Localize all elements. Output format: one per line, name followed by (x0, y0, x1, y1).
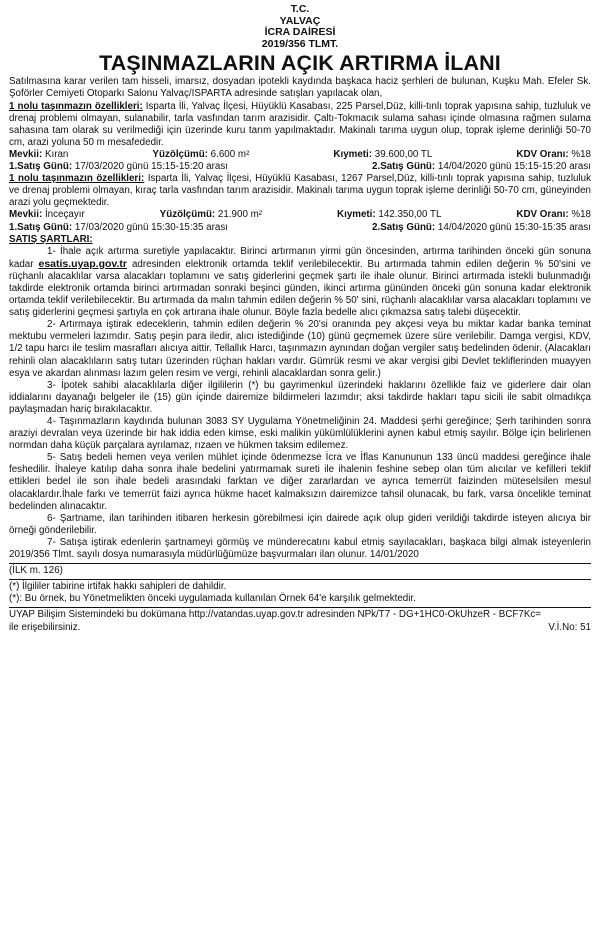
condition-1-text-b: adresinden elektronik ortamda teklif verilebilecektir. Bu artırmada tahmin edilen değerin % 50'sini ve rüçhanlı alacaklılar varsa alacakları toplamını ve satış giderlerini geçmek şartı ile ihale olunur. Birinci artırmada istekli bulunmadığı takdirde elektronik ortamda birinci artırmadan sonraki beşinci günden, ikinci artırma gününden önceki gün sonuna kadar elektronik ortamda teklif verilebilecektir. Bu artırmada da malın tahmin edilen değerin % 50' sini, rüçhanlı alacaklılar varsa alacakları toplamını ve satış giderlerini geçmesi şartıyla en çok artırana ihale olunur. Böyle fazla bedelle alıcı çıkmazsa satış talebi düşecektir. (9, 258, 591, 319)
yuzolcumu-label: Yüzölçümü: (159, 209, 216, 221)
property1-mevkii: Kıran (44, 148, 69, 160)
condition-2: 2- Artırmaya iştirak edeceklerin, tahmin edilen değerin % 20'si oranında pey akçesi veya bu miktar kadar banka teminat mektubu vermeleri lazımdır. Satış peşin para iledir, alıcı istediğinde (10) günü geçmemek üzere süre verilebilir. Damga vergisi, KDV, 1/2 tapu harcı ile teslim masrafları alıcıya aittir. Tellallık Harcı, taşınmazın aynından doğan vergiler satış bedelinden ödenir. (Alacakları rehinli olan alacaklıların satış tutarı üzerinden rüçhan hakları vardır. Gümrük resmi ve akar vergisi gibi Devlet tekliflerinden muayyen esya ve akardan alınması lazım gelen resim ve vergi, rehinli alacaklardan sonra gelir.) (9, 319, 591, 379)
property2-text: Isparta İli, Yalvaç İlçesi, Hüyüklü Kasabası, 1267 Parsel,Düz, killi-tınlı toprak yapısına sahip, tuzluluk ve drenaj problemi olmayan, kıraç tarla vasfından tarım arazisidir. Makinalı tarıma uygun toprak işleme derinliği 50-70 cm, güneyinden arazi yolu geçmektedir. (9, 173, 591, 209)
condition-4: 4- Taşınmazların kaydında bulunan 3083 SY Uygulama Yönetmeliğinin 24. Maddesi şerhi gereğince; Şerh tarihinden sonra araziyi devralan veya üzerinde bir hak iddia eden kimse, eski malikin yükümlülüklerini aynen kabul etmiş sayılır. Bölge için belirlenen normdan daha küçük parçalara ayrılamaz, rızaen ve hükmen taksim edilemez. (9, 416, 591, 452)
property2-area: 21.900 m² (217, 209, 263, 221)
header-line-file: 2019/356 TLMT. (261, 37, 339, 50)
condition-1 (9, 246, 591, 320)
yuzolcumu-label: Yüzölçümü: (152, 148, 208, 160)
ilk-reference: (İLK m. 126) (9, 563, 591, 577)
property2-mevkii: İnceçayır (44, 209, 85, 221)
property1-text: Isparta İli, Yalvaç İlçesi, Hüyüklü Kasabası, 225 Parsel,Düz, killi-tınlı toprak yapısına sahip, tuzluluk ve drenaj problemi olmayan, sulanabilir, tarla vasfından tarım arazisidir. Çaltı-Tokmacık sulama sahası içinde olmasına rağmen sulama sahasına tam olarak su verilmediği için üzerinde kuru tarım yapılmaktadır. Makinalı tarıma uygun olup, toprak işleme derinliği 50-70 cm, arazi yoluna 50 m mesafededir. (9, 100, 591, 148)
kdv-label: KDV Oranı: (516, 209, 569, 221)
property1-heading: 1 nolu taşınmazın özellikleri: (9, 100, 143, 112)
property1-sale-dates (9, 161, 591, 173)
page-title: TAŞINMAZLARIN AÇIK ARTIRMA İLANI (99, 51, 501, 76)
footnote-2: (*): Bu örnek, bu Yönetmelikten önceki uygulamada kullanılan Örnek 64'e karşılık gelmektedir. (9, 593, 416, 605)
condition-3: 3- İpotek sahibi alacaklılarla diğer ilgililerin (*) bu gayrimenkul üzerindeki haklarını özellikle faiz ve giderlere dair olan iddialarını dayanağı belgeler ile (15) gün içinde dairemize bildirmeleri lazımdır; aksi takdirde hakları tapu sicili ile sabit olmadıkça paylaşmadan hariç bırakılacaktır. (9, 379, 591, 415)
property2-kdv: %18 (571, 209, 591, 221)
mevkii-label: Mevkii: (9, 148, 43, 160)
property2-value: 142.350,00 TL (378, 209, 442, 221)
intro-paragraph: Satılmasına karar verilen tam hisseli, imarsız, dosyadan ipotekli kaydında başkaca haciz şerhleri de bulunan, Kuşku Mah. Efeler Sk. Şoförler Cemiyeti Otoparkı Salonu Yalvaç/ISPARTA adresinde satışları yapılacak olan, (9, 76, 591, 100)
condition-6: 6- Şartname, ilan tarihinden itibaren herkesin görebilmesi için dairede açık olup gideri verildiği takdirde isteyen alıcıya bir örneği gönderilebilir. (9, 512, 591, 536)
property2-sale2: 14/04/2020 günü 15:30-15:35 arası (437, 221, 591, 233)
property1-meta-row (9, 149, 591, 161)
condition-7: 7- Satışa iştirak edenlerin şartnameyi görmüş ve münderecatını kabul etmiş sayılacakları, başkaca bilgi almak isteyenlerin 2019/356 Tlmt. sayılı dosya numarasıyla müdürlüğümüze başvurmaları ilan olunur. 14/01/2020 (9, 536, 591, 561)
header-line-town: YALVAÇ (279, 14, 321, 27)
kiymeti-label: Kıymeti: (337, 209, 376, 221)
mevkii-label: Mevkii: (9, 209, 43, 221)
property1-description (9, 101, 591, 149)
property2-heading: 1 nolu taşınmazın özellikleri: (9, 173, 145, 185)
property2-description (9, 173, 591, 209)
condition-1-text-a: 1- İhale açık artırma suretiyle yapılacaktır. Birinci artırmanın yirmi gün öncesinden, artırma tarihinden önceki gün sonuna kadar (9, 245, 591, 270)
sale2-label: 2.Satış Günü: (372, 221, 436, 233)
property1-area: 6.600 m² (210, 148, 250, 160)
sale1-label: 1.Satış Günü: (9, 161, 73, 173)
header-line-tc: T.C. (290, 3, 310, 15)
kdv-label: KDV Oranı: (516, 148, 569, 160)
kiymeti-label: Kıymeti: (333, 148, 373, 160)
sale1-label: 1.Satış Günü: (9, 221, 73, 233)
property1-sale2: 14/04/2020 günü 15:15-15:20 arası (437, 161, 591, 173)
footnote-1: (*) İlgililer tabirine irtifak hakkı sahipleri de dahildir. (9, 579, 591, 593)
property2-sale-dates (9, 222, 591, 234)
conditions-heading: SATIŞ ŞARTLARI: (9, 233, 93, 245)
property1-kdv: %18 (571, 148, 591, 160)
uyap-access-text: UYAP Bilişim Sistemindeki bu dokümana http://vatandas.uyap.gov.tr adresinden NPk/T7 - DG+1HC0-OkUhzeR - BCF7Kc= ile erişebilirsiniz. (9, 609, 541, 633)
header-line-office: İCRA DAİRESİ (264, 26, 336, 39)
uyap-footer (9, 607, 591, 633)
condition-5: 5- Satış bedeli hemen veya verilen mühlet içinde ödenmezse İcra ve İflas Kanununun 133 üncü maddesi gereğince ihale feshedilir. İhaleye katılıp daha sonra ihale bedelini yatırmamak sureti ile ihalenin feshine sebep olan tüm alıcılar ve kefilleri teklif ettikleri bedel ile son ihale bedeli arasındaki farktan ve diğer zararlardan ve ayrıca temerrüt faizinden müteselsilen mesul olacaklardır.İhale farkı ve temerrüt faizi ayrıca hükme hacet kalmaksızın dairemizce tahsil olunacak, bu fark, varsa öncelikle teminat bedelinden alınacaktır. (9, 452, 591, 512)
property2-meta-row (9, 209, 591, 221)
esatis-link[interactable]: esatis.uyap.gov.tr (38, 257, 127, 270)
property2-sale1: 17/03/2020 günü 15:30-15:35 arası (74, 221, 228, 233)
property1-sale1: 17/03/2020 günü 15:15-15:20 arası (74, 161, 228, 173)
header-block (9, 4, 591, 50)
vi-number: V.İ.No: 51 (548, 621, 591, 633)
sale2-label: 2.Satış Günü: (372, 161, 436, 173)
property1-value: 39.600,00 TL (374, 148, 433, 160)
